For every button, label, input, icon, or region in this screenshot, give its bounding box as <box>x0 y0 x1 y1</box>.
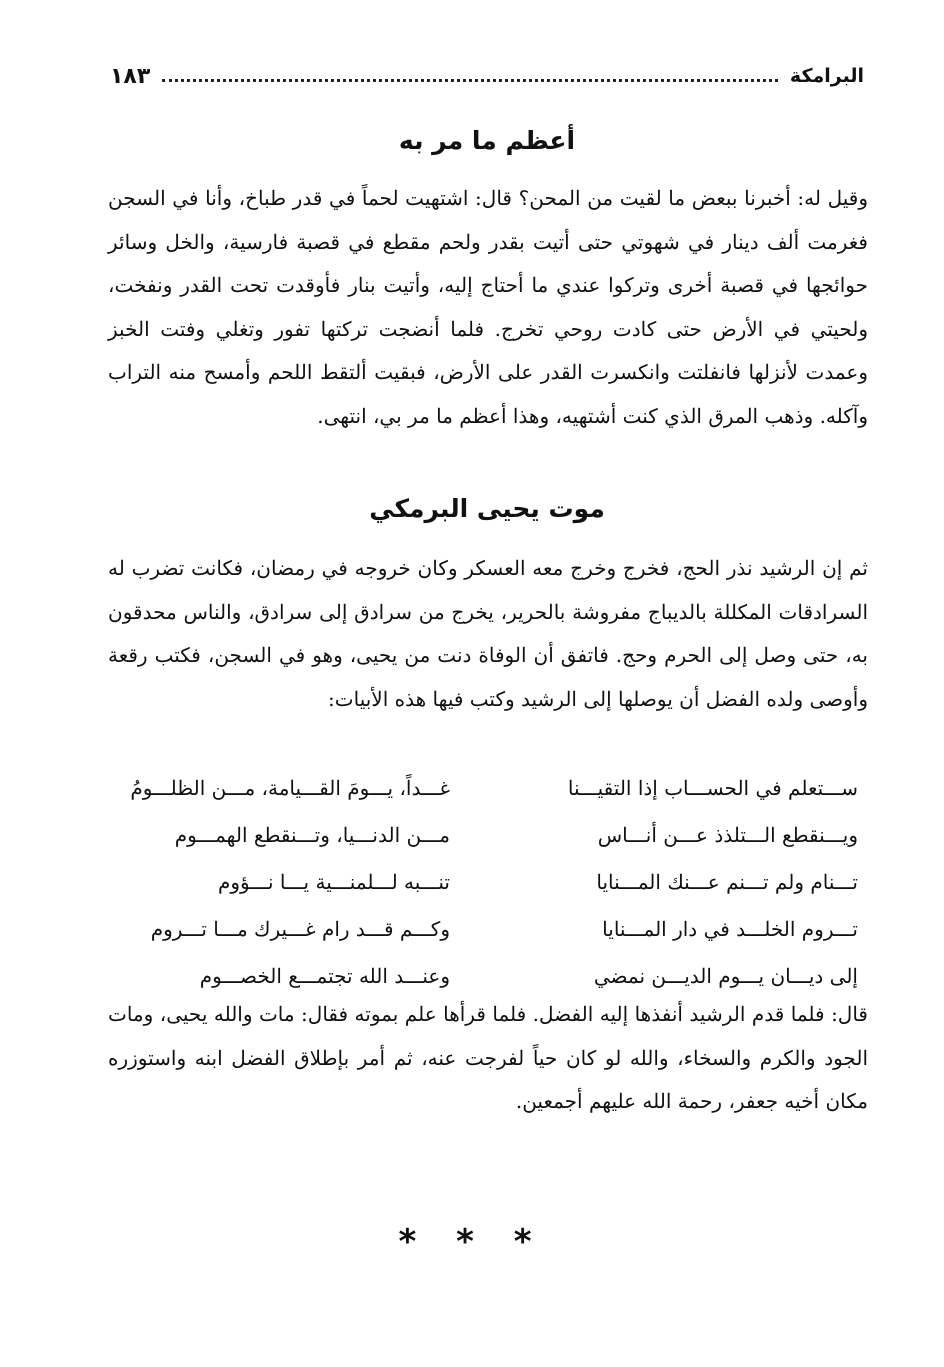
poem-first-hemistich: تـــنام ولم تـــنم عـــنك المـــنايا <box>596 869 858 894</box>
running-title: البرامكة <box>789 65 864 87</box>
poem-second-hemistich: وعنـــد الله تجتمـــع الخصـــوم <box>199 963 450 988</box>
paragraph-greatest-hardship: وقيل له: أخبرنا ببعض ما لقيت من المحن؟ قال: اشتهيت لحماً في قدر طباخ، وأنا في السجن فغرمت ألف دينار في شهوتي حتى أتيت بقدر ولحم مقطع في قصبة فارسية، والخل وسائر حوائجها في قصبة أخرى وتركوا عندي ما أحتاج إليه، وأتيت بنار فأوقدت تحت القدر ونفخت، ولحيتي في الأرض حتى كادت روحي تخرج. فلما أنضجت تركتها تفور وتغلي وفتت الخبز وعمدت لأنزلها فانفلتت وانكسرت القدر على الأرض، فبقيت ألتقط اللحم وأمسح منه التراب وآكله. وذهب المرق الذي كنت أشتهيه، وهذا أعظم ما مر بي، انتهى. <box>108 186 868 428</box>
poem-verse <box>110 858 858 905</box>
poem-verse <box>110 811 858 858</box>
poem-first-hemistich: ســـتعلم في الحســـاب إذا التقيـــنا <box>567 775 858 800</box>
page-number: ١٨٣ <box>110 63 151 89</box>
section-heading-greatest-hardship: أعظم ما مر به <box>398 126 576 155</box>
poem <box>110 764 858 999</box>
poem-verse <box>110 952 858 999</box>
section-heading-death-of-yahya: موت يحيى البرمكي <box>369 494 605 523</box>
running-header <box>110 58 864 94</box>
poem-verse <box>110 905 858 952</box>
poem-second-hemistich: مـــن الدنـــيا، وتـــنقطع الهمـــوم <box>174 822 450 847</box>
paragraph-closing: قال: فلما قدم الرشيد أنفذها إليه الفضل. فلما قرأها علم بموته فقال: مات والله يحيى، ومات الجود والكرم والسخاء، والله لو كان حياً لفرجت عنه، ثم أمر بإطلاق الفضل ابنه واستوزره مكان أخيه جعفر، رحمة الله عليهم أجمعين. <box>108 1002 868 1113</box>
poem-second-hemistich: تنـــبه لـــلمنـــية يـــا نـــؤوم <box>218 869 450 894</box>
header-dotted-leader <box>162 79 778 82</box>
poem-first-hemistich: تـــروم الخلـــد في دار المـــنايا <box>602 916 858 941</box>
poem-second-hemistich: وكـــم قـــد رام غـــيرك مـــا تـــروم <box>150 916 450 941</box>
paragraph-death-of-yahya: ثم إن الرشيد نذر الحج، فخرج وخرج معه العسكر وكان خروجه في رمضان، فكانت تضرب له السرادقات المكللة بالديباج مفروشة بالحرير، يخرج من سرادق إلى سرادق، والناس محدقون به، حتى وصل إلى الحرم وحج. فاتفق أن الوفاة دنت من يحيى، وهو في السجن، فكتب رقعة وأوصى ولده الفضل أن يوصلها إلى الرشيد وكتب فيها هذه الأبيات: <box>108 556 868 711</box>
poem-verse <box>110 764 858 811</box>
poem-first-hemistich: إلى ديـــان يـــوم الديـــن نمضي <box>593 963 858 988</box>
poem-first-hemistich: ويـــنقطع الـــتلذذ عـــن أنـــاس <box>597 822 858 847</box>
poem-second-hemistich: غـــداً، يـــومَ القـــيامة، مـــن الظلـــومُ <box>130 775 450 800</box>
section-separator-asterisks: * * * <box>398 1222 546 1262</box>
